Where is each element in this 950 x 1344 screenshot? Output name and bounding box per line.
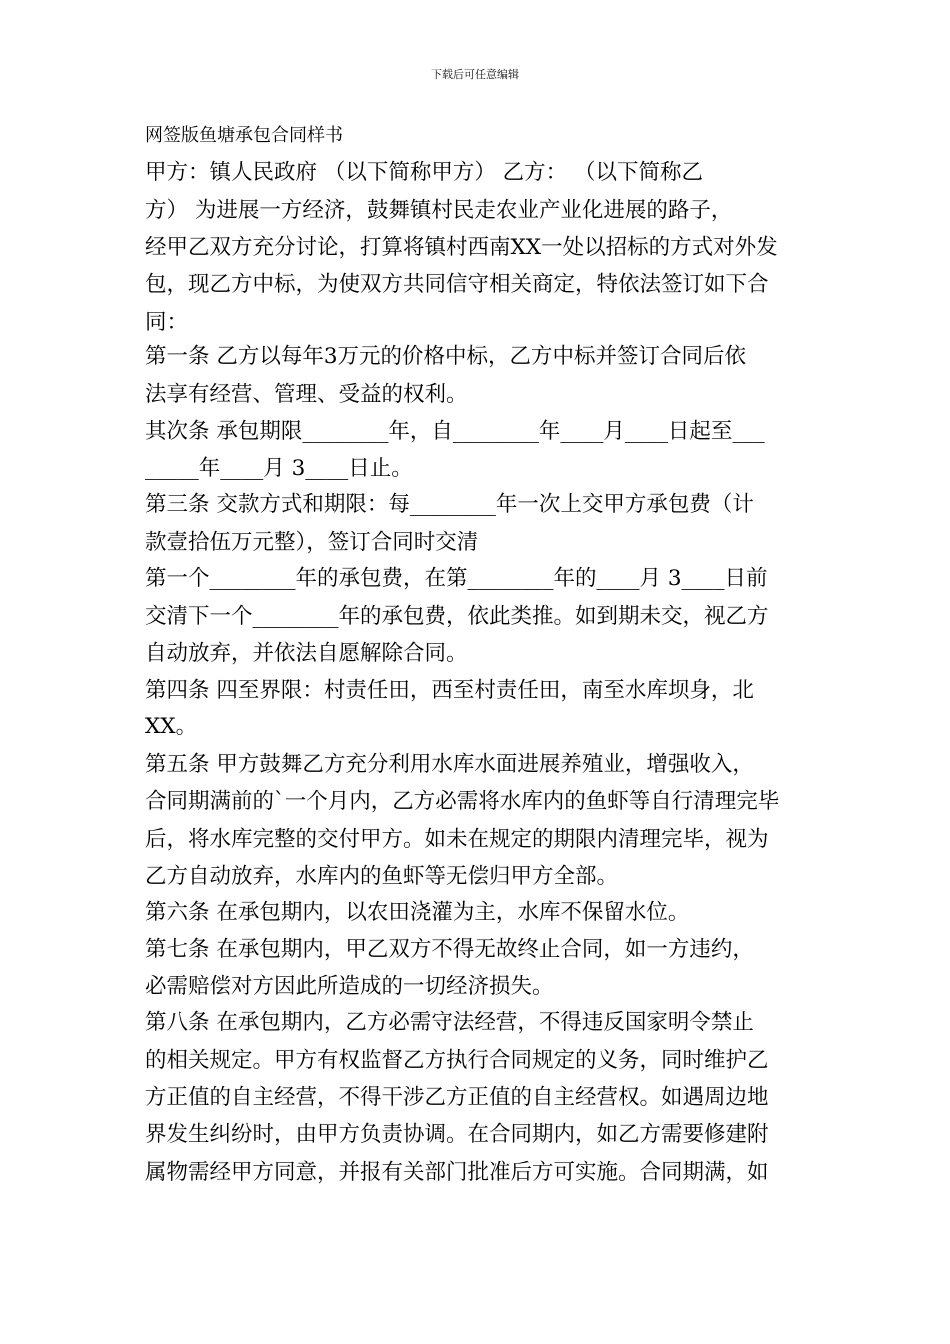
text-line: 交清下一个________年的承包费，依此类推。如到期未交，视乙方 (145, 604, 769, 629)
text-line: 其次条 承包期限________年，自________年____月____日起至___ (145, 419, 765, 444)
text-line: 方正值的自主经营，不得干涉乙方正值的自主经营权。如遇周边地 (145, 1085, 769, 1110)
text-line: 同： (145, 310, 189, 335)
text-line: _____年____月 3____日止。 (145, 456, 413, 481)
text-line: 必需赔偿对方因此所造成的一切经济损失。 (145, 974, 554, 999)
text-line: 款壹拾伍万元整），签订合同时交清 (145, 530, 479, 555)
document-title: 网签版鱼塘承包合同样书 (145, 125, 343, 146)
text-line: 方） 为进展一方经济，鼓舞镇村民走农业产业化进展的路子， (145, 198, 733, 223)
page-header: 下载后可任意编辑 (431, 68, 519, 81)
text-line: 第八条 在承包期内，乙方必需守法经营，不得违反国家明令禁止 (145, 1010, 754, 1035)
text-line: 甲方：镇人民政府 （以下简称甲方） 乙方： （以下简称乙 (145, 160, 704, 185)
text-line: XX。 (145, 714, 198, 739)
text-line: 法享有经营、管理、受益的权利。 (145, 382, 468, 407)
text-line: 经甲乙双方充分讨论，打算将镇村西南XX一处以招标的方式对外发 (145, 235, 778, 260)
text-line: 第七条 在承包期内，甲乙双方不得无故终止合同，如一方违约， (145, 937, 754, 962)
text-line: 包，现乙方中标，为使双方共同信守相关商定，特依法签订如下合 (145, 272, 769, 297)
text-line: 合同期满前的`一个月内，乙方必需将水库内的鱼虾等自行清理完毕 (145, 789, 780, 814)
text-line: 属物需经甲方同意，并报有关部门批准后方可实施。合同期满，如 (145, 1160, 769, 1185)
text-line: 第四条 四至界限：村责任田，西至村责任田，南至水库坝身，北 (145, 678, 754, 703)
text-line: 第五条 甲方鼓舞乙方充分利用水库水面进展养殖业，增强收入， (145, 752, 754, 777)
text-line: 自动放弃，并依法自愿解除合同。 (145, 641, 468, 666)
text-line: 后，将水库完整的交付甲方。如未在规定的期限内清理完毕，视为 (145, 827, 769, 852)
text-line: 界发生纠纷时，由甲方负责协调。在合同期内，如乙方需要修建附 (145, 1122, 769, 1147)
text-line: 第一条 乙方以每年3万元的价格中标，乙方中标并签订合同后依 (145, 344, 747, 369)
text-line: 第三条 交款方式和期限：每________年一次上交甲方承包费（计 (145, 492, 754, 517)
text-line: 第一个________年的承包费，在第________年的____月 3____日前 (145, 566, 768, 591)
text-line: 乙方自动放弃，水库内的鱼虾等无偿归甲方全部。 (145, 864, 619, 889)
text-line: 的相关规定。甲方有权监督乙方执行合同规定的义务，同时维护乙 (145, 1048, 769, 1073)
text-line: 第六条 在承包期内，以农田浇灌为主，水库不保留水位。 (145, 900, 690, 925)
